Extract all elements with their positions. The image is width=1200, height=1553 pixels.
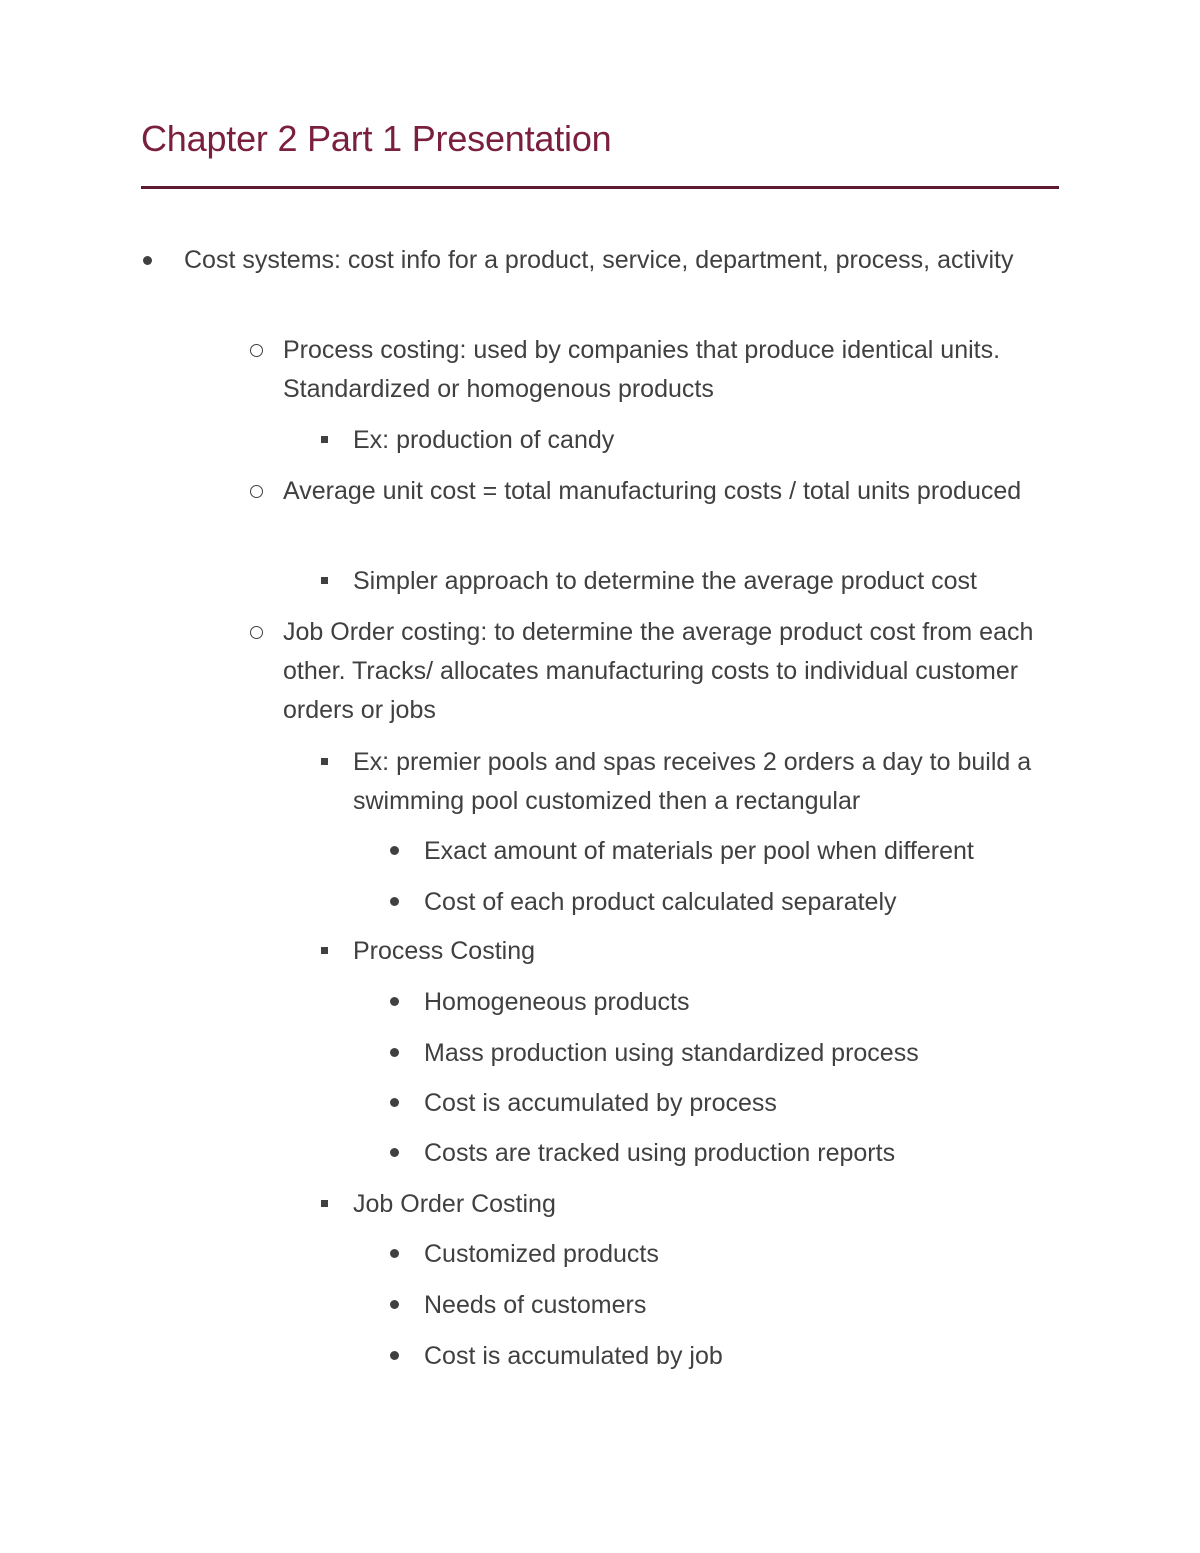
circle-icon <box>250 344 263 357</box>
list-item <box>424 1134 1074 1173</box>
list-item <box>424 1034 1074 1073</box>
dot-icon <box>390 1098 399 1107</box>
list-item <box>424 1286 1074 1325</box>
list-item-text: Exact amount of materials per pool when different <box>424 837 974 865</box>
list-item <box>283 613 1073 730</box>
title-underline-divider <box>141 186 1059 189</box>
dot-icon <box>390 1300 399 1309</box>
list-item-text: Mass production using standardized process <box>424 1039 919 1067</box>
list-item-text: Simpler approach to determine the average product cost <box>353 567 977 595</box>
square-icon <box>321 947 328 954</box>
list-item <box>353 932 1073 971</box>
list-item <box>184 241 1064 280</box>
dot-icon <box>390 1249 399 1258</box>
square-icon <box>321 1200 328 1207</box>
list-item-text: Process costing: used by companies that produce identical units. Standardized or homogenous products <box>283 336 1001 403</box>
list-item-text: Process Costing <box>353 937 536 965</box>
list-item <box>353 421 1073 460</box>
list-item-text: Cost is accumulated by job <box>424 1342 723 1370</box>
dot-icon <box>390 897 399 906</box>
list-item <box>424 832 1074 871</box>
dot-icon <box>390 846 399 855</box>
list-item <box>283 331 1073 409</box>
dot-icon <box>390 1351 399 1360</box>
list-item <box>283 472 1073 511</box>
list-item <box>424 1235 1074 1274</box>
list-item-text: Ex: premier pools and spas receives 2 orders a day to build a swimming pool customized then a rectangular <box>353 748 1032 815</box>
list-item <box>424 983 1074 1022</box>
list-item-text: Costs are tracked using production reports <box>424 1139 896 1167</box>
list-item-text: Job Order costing: to determine the average product cost from each other. Tracks/ allocates manufacturing costs to individual customer orders or jobs <box>283 618 1034 724</box>
list-item-text: Cost of each product calculated separately <box>424 888 897 916</box>
list-item-text: Cost systems: cost info for a product, service, department, process, activity <box>184 246 1014 274</box>
list-item-text: Cost is accumulated by process <box>424 1089 777 1117</box>
circle-icon <box>250 485 263 498</box>
list-item <box>353 743 1073 821</box>
list-item <box>353 562 1073 601</box>
list-item <box>353 1185 1073 1224</box>
list-item <box>424 1084 1074 1123</box>
list-item <box>424 883 1074 922</box>
square-icon <box>321 436 328 443</box>
dot-icon <box>390 1048 399 1057</box>
list-item-text: Homogeneous products <box>424 988 690 1016</box>
dot-icon <box>390 997 399 1006</box>
list-item-text: Customized products <box>424 1240 659 1268</box>
circle-icon <box>250 626 263 639</box>
list-item-text: Ex: production of candy <box>353 426 615 454</box>
dot-icon <box>390 1148 399 1157</box>
list-item-text: Job Order Costing <box>353 1190 556 1218</box>
square-icon <box>321 577 328 584</box>
list-item-text: Needs of customers <box>424 1291 647 1319</box>
square-icon <box>321 758 328 765</box>
list-item-text: Average unit cost = total manufacturing costs / total units produced <box>283 477 1022 505</box>
page-title: Chapter 2 Part 1 Presentation <box>141 118 612 159</box>
dot-icon <box>143 256 152 265</box>
list-item <box>424 1337 1074 1376</box>
